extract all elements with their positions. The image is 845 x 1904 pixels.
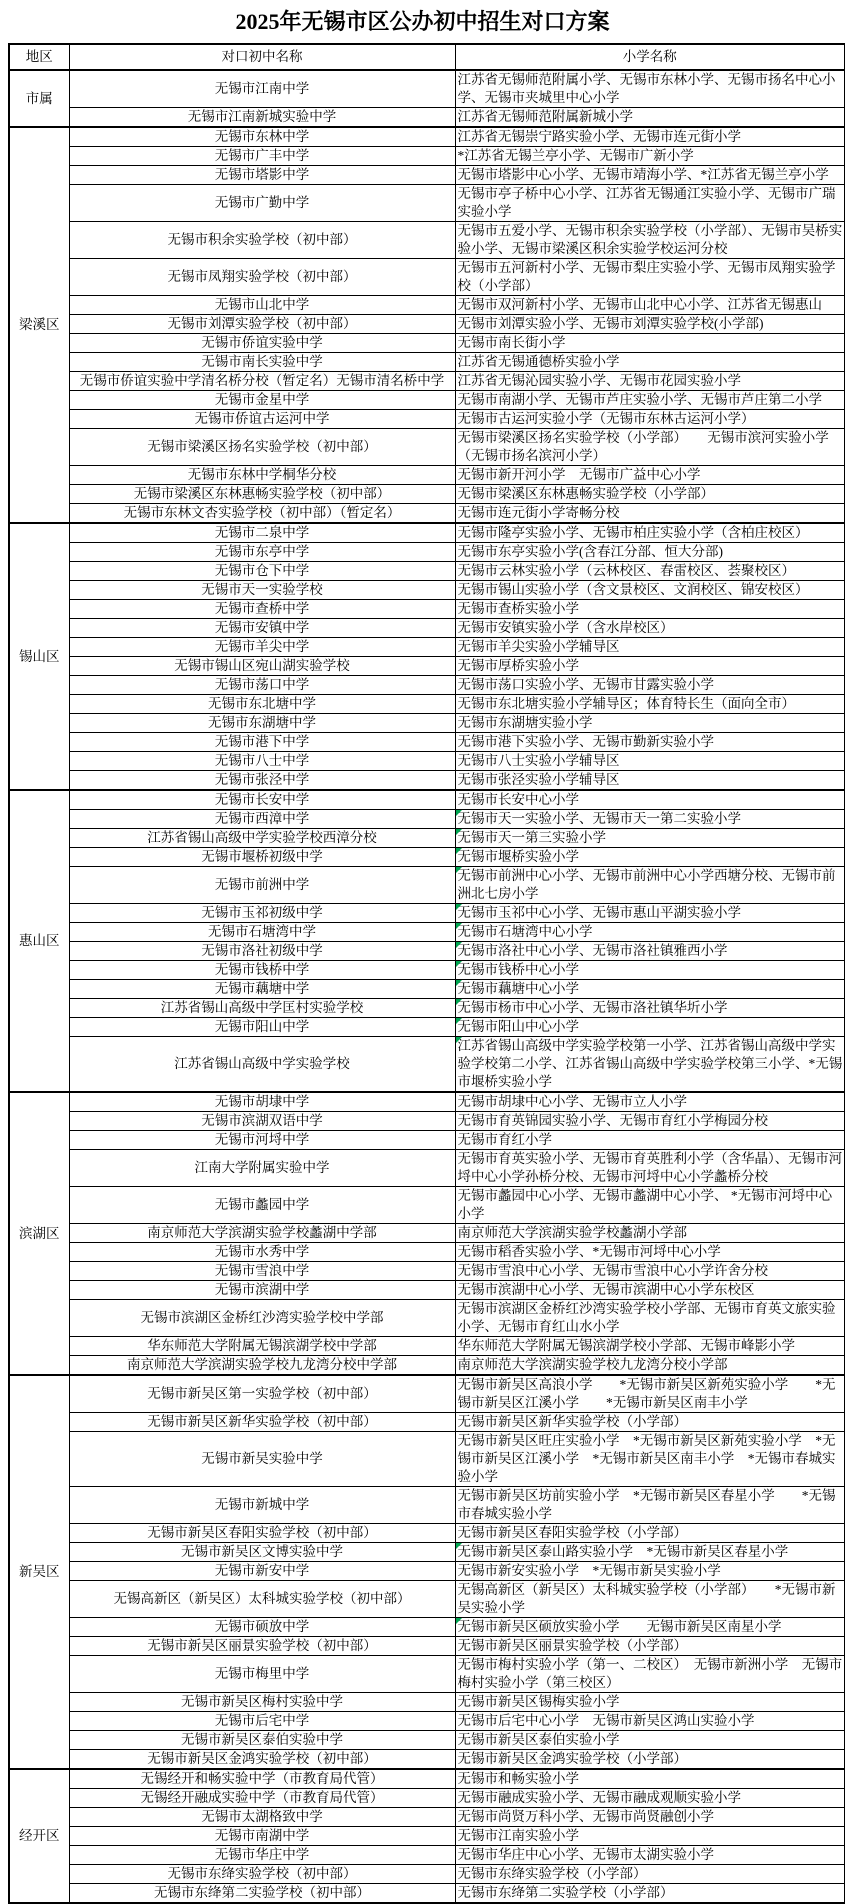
middle-school-cell: 无锡市东林中学 <box>69 127 455 147</box>
comment-marker-icon <box>456 1618 462 1624</box>
page-title: 2025年无锡市区公办初中招生对口方案 <box>235 9 610 34</box>
primary-school-cell: 无锡市育英锦园实验小学、无锡市育红小学梅园分校 <box>455 1112 845 1131</box>
middle-school-cell: 无锡市长安中学 <box>69 790 455 810</box>
primary-school-cell: 无锡市玉祁中心小学、无锡市惠山平湖实验小学 <box>455 904 845 923</box>
district-cell: 市属 <box>9 70 69 127</box>
primary-school-cell: 无锡市阳山中心小学 <box>455 1018 845 1037</box>
district-cell: 惠山区 <box>9 790 69 1092</box>
primary-school-cell: 江苏省锡山高级中学实验学校第一小学、江苏省锡山高级中学实验学校第二小学、江苏省锡山高级中学实验学校第三小学、*无锡市堰桥实验小学 <box>455 1037 845 1093</box>
middle-school-cell: 无锡市锡山区宛山湖实验学校 <box>69 657 455 676</box>
middle-school-cell: 南京师范大学滨湖实验学校九龙湾分校中学部 <box>69 1356 455 1376</box>
middle-school-cell: 无锡市侨谊实验中学 <box>69 334 455 353</box>
table-row <box>9 296 845 315</box>
table-row <box>9 1092 845 1112</box>
table-row <box>9 980 845 999</box>
table-row <box>9 695 845 714</box>
primary-school-cell: 无锡市稻香实验小学、*无锡市河埒中心小学 <box>455 1243 845 1262</box>
primary-school-cell: 无锡市港下实验小学、无锡市勤新实验小学 <box>455 733 845 752</box>
primary-school-cell: 江苏省无锡通德桥实验小学 <box>455 353 845 372</box>
middle-school-cell: 无锡市仓下中学 <box>69 562 455 581</box>
table-row <box>9 562 845 581</box>
table-row <box>9 1487 845 1524</box>
district-cell: 经开区 <box>9 1769 69 1903</box>
table-row <box>9 334 845 353</box>
middle-school-cell: 无锡市凤翔实验学校（初中部） <box>69 259 455 296</box>
primary-school-cell: 无锡市云林实验小学（云林校区、春雷校区、荟聚校区） <box>455 562 845 581</box>
primary-school-cell: 无锡市厚桥实验小学 <box>455 657 845 676</box>
table-row <box>9 676 845 695</box>
table-row <box>9 259 845 296</box>
primary-school-cell: 无锡市胡埭中心小学、无锡市立人小学 <box>455 1092 845 1112</box>
primary-school-cell: 无锡市华庄中心小学、无锡市太湖实验小学 <box>455 1846 845 1865</box>
primary-school-cell: 无锡市新吴区金鸿实验学校（小学部） <box>455 1750 845 1770</box>
middle-school-cell: 无锡市侨谊古运河中学 <box>69 410 455 429</box>
comment-marker-icon <box>456 848 462 854</box>
middle-school-cell: 无锡市华庄中学 <box>69 1846 455 1865</box>
table-row <box>9 829 845 848</box>
middle-school-cell: 无锡市后宅中学 <box>69 1712 455 1731</box>
table-row <box>9 923 845 942</box>
comment-marker-icon <box>456 961 462 967</box>
table-row <box>9 391 845 410</box>
table-row <box>9 108 845 128</box>
table-row <box>9 1131 845 1150</box>
middle-school-cell: 无锡市东北塘中学 <box>69 695 455 714</box>
middle-school-cell: 华东师范大学附属无锡滨湖学校中学部 <box>69 1337 455 1356</box>
middle-school-cell: 无锡市南湖中学 <box>69 1827 455 1846</box>
primary-school-cell: 无锡市堰桥实验小学 <box>455 848 845 867</box>
comment-marker-icon <box>456 923 462 929</box>
middle-school-cell: 无锡市新吴区春阳实验学校（初中部） <box>69 1524 455 1543</box>
table-row <box>9 315 845 334</box>
table-row <box>9 1037 845 1093</box>
middle-school-cell: 无锡市新城中学 <box>69 1487 455 1524</box>
primary-school-cell: 无锡市新吴区泰山路实验小学 *无锡市新吴区春星小学 <box>455 1543 845 1562</box>
primary-school-cell: 无锡市隆亭实验小学、无锡市柏庄实验小学（含柏庄校区） <box>455 523 845 543</box>
enrollment-table <box>8 43 845 1904</box>
table-row <box>9 466 845 485</box>
primary-school-cell: 无锡市天一实验小学、无锡市天一第二实验小学 <box>455 810 845 829</box>
table-row <box>9 600 845 619</box>
primary-school-cell: 无锡市后宅中心小学 无锡市新吴区鸿山实验小学 <box>455 1712 845 1731</box>
middle-school-cell: 无锡经开融成实验中学（市教育局代管） <box>69 1789 455 1808</box>
table-row <box>9 942 845 961</box>
middle-school-cell: 无锡市荡口中学 <box>69 676 455 695</box>
middle-school-cell: 无锡市广勤中学 <box>69 185 455 222</box>
comment-marker-icon <box>456 1037 462 1043</box>
table-row <box>9 638 845 657</box>
primary-school-cell: 江苏省无锡沁园实验小学、无锡市花园实验小学 <box>455 372 845 391</box>
middle-school-cell: 无锡市硕放中学 <box>69 1618 455 1637</box>
primary-school-cell: 无锡市前洲中心小学、无锡市前洲中心小学西塘分校、无锡市前洲北七房小学 <box>455 867 845 904</box>
middle-school-cell: 无锡市广丰中学 <box>69 147 455 166</box>
primary-school-cell: 南京师范大学滨湖实验学校九龙湾分校小学部 <box>455 1356 845 1376</box>
table-header-row <box>9 44 845 70</box>
middle-school-cell: 无锡市东绛第二实验学校（初中部） <box>69 1884 455 1904</box>
middle-school-cell: 无锡市羊尖中学 <box>69 638 455 657</box>
comment-marker-icon <box>456 999 462 1005</box>
middle-school-cell: 无锡市梁溪区东林惠畅实验学校（初中部） <box>69 485 455 504</box>
table-row <box>9 1618 845 1637</box>
primary-school-cell: 无锡市新吴区春阳实验学校（小学部） <box>455 1524 845 1543</box>
middle-school-cell: 无锡市侨谊实验中学清名桥分校（暂定名）无锡市清名桥中学 <box>69 372 455 391</box>
table-row <box>9 70 845 108</box>
comment-marker-icon <box>456 810 462 816</box>
primary-school-cell: 无锡市杨市中心小学、无锡市洛社镇华圻小学 <box>455 999 845 1018</box>
middle-school-cell: 无锡市新吴实验中学 <box>69 1432 455 1487</box>
table-row <box>9 752 845 771</box>
comment-marker-icon <box>456 904 462 910</box>
middle-school-cell: 江南大学附属实验中学 <box>69 1150 455 1187</box>
primary-school-cell: 无锡市藕塘中心小学 <box>455 980 845 999</box>
primary-school-cell: 无锡市八士实验小学辅导区 <box>455 752 845 771</box>
middle-school-cell: 无锡市阳山中学 <box>69 1018 455 1037</box>
table-row <box>9 1300 845 1337</box>
middle-school-cell: 无锡市东绛实验学校（初中部） <box>69 1865 455 1884</box>
primary-school-cell: 无锡市江南实验小学 <box>455 1827 845 1846</box>
table-row <box>9 429 845 466</box>
table-row <box>9 1865 845 1884</box>
header-middle-school: 对口初中名称 <box>69 44 455 70</box>
table-row <box>9 1281 845 1300</box>
table-row <box>9 961 845 980</box>
table-row <box>9 1712 845 1731</box>
table-row <box>9 1693 845 1712</box>
table-row <box>9 1656 845 1693</box>
primary-school-cell: 无锡市东绛第二实验学校（小学部） <box>455 1884 845 1904</box>
primary-school-cell: 无锡市东北塘实验小学辅导区；体育特长生（面向全市） <box>455 695 845 714</box>
table-row <box>9 1827 845 1846</box>
primary-school-cell: 江苏省无锡崇宁路实验小学、无锡市连元街小学 <box>455 127 845 147</box>
table-row <box>9 790 845 810</box>
middle-school-cell: 无锡市安镇中学 <box>69 619 455 638</box>
primary-school-cell: 无锡市刘潭实验小学、无锡市刘潭实验学校(小学部) <box>455 315 845 334</box>
primary-school-cell: 无锡市南湖小学、无锡市芦庄实验小学、无锡市芦庄第二小学 <box>455 391 845 410</box>
middle-school-cell: 无锡市塔影中学 <box>69 166 455 185</box>
table-row <box>9 166 845 185</box>
table-row <box>9 1789 845 1808</box>
middle-school-cell: 无锡市张泾中学 <box>69 771 455 791</box>
middle-school-cell: 无锡市江南新城实验中学 <box>69 108 455 128</box>
table-row <box>9 1808 845 1827</box>
middle-school-cell: 无锡市东湖塘中学 <box>69 714 455 733</box>
middle-school-cell: 无锡市新吴区金鸿实验学校（初中部） <box>69 1750 455 1770</box>
table-row <box>9 810 845 829</box>
primary-school-cell: 无锡市新吴区坊前实验小学 *无锡市新吴区春星小学 *无锡市春城实验小学 <box>455 1487 845 1524</box>
middle-school-cell: 无锡市新吴区文博实验中学 <box>69 1543 455 1562</box>
middle-school-cell: 无锡市天一实验学校 <box>69 581 455 600</box>
middle-school-cell: 无锡市新安中学 <box>69 1562 455 1581</box>
primary-school-cell: 无锡市查桥实验小学 <box>455 600 845 619</box>
primary-school-cell: 无锡市安镇实验小学（含水岸校区） <box>455 619 845 638</box>
table-row <box>9 504 845 524</box>
primary-school-cell: 无锡市南长街小学 <box>455 334 845 353</box>
comment-marker-icon <box>456 1543 462 1549</box>
middle-school-cell: 无锡市前洲中学 <box>69 867 455 904</box>
primary-school-cell: 无锡市滨湖区金桥红沙湾实验学校小学部、无锡市育英文旅实验小学、无锡市育红山水小学 <box>455 1300 845 1337</box>
table-row <box>9 1224 845 1243</box>
table-body <box>9 70 845 1903</box>
table-row <box>9 1524 845 1543</box>
primary-school-cell: 无锡市长安中心小学 <box>455 790 845 810</box>
primary-school-cell: 无锡市新安实验小学 *无锡市新吴实验小学 <box>455 1562 845 1581</box>
middle-school-cell: 无锡市石塘湾中学 <box>69 923 455 942</box>
district-cell: 滨湖区 <box>9 1092 69 1375</box>
middle-school-cell: 无锡市新吴区丽景实验学校（初中部） <box>69 1637 455 1656</box>
middle-school-cell: 无锡市胡埭中学 <box>69 1092 455 1112</box>
middle-school-cell: 无锡市金星中学 <box>69 391 455 410</box>
middle-school-cell: 无锡经开和畅实验中学（市教育局代管） <box>69 1769 455 1789</box>
table-row <box>9 1731 845 1750</box>
table-row <box>9 733 845 752</box>
table-row <box>9 523 845 543</box>
middle-school-cell: 无锡市梅里中学 <box>69 1656 455 1693</box>
primary-school-cell: 无锡市雪浪中心小学、无锡市雪浪中心小学许舍分校 <box>455 1262 845 1281</box>
table-row <box>9 999 845 1018</box>
middle-school-cell: 无锡市新吴区泰伯实验中学 <box>69 1731 455 1750</box>
primary-school-cell: 无锡市羊尖实验小学辅导区 <box>455 638 845 657</box>
middle-school-cell: 江苏省锡山高级中学匡村实验学校 <box>69 999 455 1018</box>
middle-school-cell: 无锡市水秀中学 <box>69 1243 455 1262</box>
primary-school-cell: 无锡市新吴区旺庄实验小学 *无锡市新吴区新苑实验小学 *无锡市新吴区江溪小学 *无锡市新吴区南丰小学 *无锡市春城实验小学 <box>455 1432 845 1487</box>
primary-school-cell: *江苏省无锡兰亭小学、无锡市广新小学 <box>455 147 845 166</box>
primary-school-cell: 无锡市新吴区丽景实验学校（小学部） <box>455 1637 845 1656</box>
middle-school-cell: 无锡市山北中学 <box>69 296 455 315</box>
comment-marker-icon <box>456 1018 462 1024</box>
middle-school-cell: 无锡市东林文杏实验学校（初中部）（暂定名） <box>69 504 455 524</box>
comment-marker-icon <box>456 829 462 835</box>
primary-school-cell: 无锡市融成实验小学、无锡市融成观顺实验小学 <box>455 1789 845 1808</box>
middle-school-cell: 无锡市新吴区新华实验学校（初中部） <box>69 1413 455 1432</box>
table-row <box>9 714 845 733</box>
middle-school-cell: 无锡市积余实验学校（初中部） <box>69 222 455 259</box>
primary-school-cell: 无锡市新吴区新华实验学校（小学部） <box>455 1413 845 1432</box>
table-row <box>9 1243 845 1262</box>
table-row <box>9 1769 845 1789</box>
middle-school-cell: 无锡市东林中学桐华分校 <box>69 466 455 485</box>
middle-school-cell: 江苏省锡山高级中学实验学校西漳分校 <box>69 829 455 848</box>
table-row <box>9 657 845 676</box>
district-cell: 梁溪区 <box>9 127 69 523</box>
middle-school-cell: 无锡市太湖格致中学 <box>69 1808 455 1827</box>
table-row <box>9 848 845 867</box>
primary-school-cell: 无锡市钱桥中心小学 <box>455 961 845 980</box>
middle-school-cell: 无锡市新吴区梅村实验中学 <box>69 1693 455 1712</box>
middle-school-cell: 无锡市西漳中学 <box>69 810 455 829</box>
primary-school-cell: 无锡市梁溪区扬名实验学校（小学部） 无锡市滨河实验小学（无锡市扬名滨河小学） <box>455 429 845 466</box>
table-row <box>9 147 845 166</box>
primary-school-cell: 无锡市古运河实验小学（无锡市东林古运河小学） <box>455 410 845 429</box>
table-row <box>9 222 845 259</box>
primary-school-cell: 无锡市天一第三实验小学 <box>455 829 845 848</box>
table-row <box>9 1413 845 1432</box>
middle-school-cell: 无锡市刘潭实验学校（初中部） <box>69 315 455 334</box>
primary-school-cell: 华东师范大学附属无锡滨湖学校小学部、无锡市峰影小学 <box>455 1337 845 1356</box>
table-row <box>9 581 845 600</box>
primary-school-cell: 无锡市尚贤万科小学、无锡市尚贤融创小学 <box>455 1808 845 1827</box>
table-row <box>9 619 845 638</box>
header-primary-school: 小学名称 <box>455 44 845 70</box>
middle-school-cell: 无锡市港下中学 <box>69 733 455 752</box>
comment-marker-icon <box>456 980 462 986</box>
middle-school-cell: 无锡市滨湖中学 <box>69 1281 455 1300</box>
middle-school-cell: 南京师范大学滨湖实验学校蠡湖中学部 <box>69 1224 455 1243</box>
primary-school-cell: 无锡市荡口实验小学、无锡市甘露实验小学 <box>455 676 845 695</box>
table-row <box>9 867 845 904</box>
table-row <box>9 771 845 791</box>
district-cell: 锡山区 <box>9 523 69 790</box>
primary-school-cell: 无锡高新区（新吴区）太科城实验学校（小学部） *无锡市新吴实验小学 <box>455 1581 845 1618</box>
table-row <box>9 1356 845 1376</box>
header-district: 地区 <box>9 44 69 70</box>
primary-school-cell: 无锡市梅村实验小学（第一、二校区） 无锡市新洲小学 无锡市梅村实验小学（第三校区） <box>455 1656 845 1693</box>
primary-school-cell: 无锡市育红小学 <box>455 1131 845 1150</box>
primary-school-cell: 无锡市新吴区泰伯实验小学 <box>455 1731 845 1750</box>
primary-school-cell: 无锡市张泾实验小学辅导区 <box>455 771 845 791</box>
primary-school-cell: 无锡市东湖塘实验小学 <box>455 714 845 733</box>
middle-school-cell: 无锡市南长实验中学 <box>69 353 455 372</box>
middle-school-cell: 无锡市河埒中学 <box>69 1131 455 1150</box>
middle-school-cell: 无锡市雪浪中学 <box>69 1262 455 1281</box>
primary-school-cell: 无锡市东亭实验小学(含春江分部、恒大分部) <box>455 543 845 562</box>
middle-school-cell: 无锡市新吴区第一实验学校（初中部） <box>69 1375 455 1413</box>
table-row <box>9 1337 845 1356</box>
primary-school-cell: 无锡市东绛实验学校（小学部） <box>455 1865 845 1884</box>
primary-school-cell: 无锡市滨湖中心小学、无锡市滨湖中心小学东校区 <box>455 1281 845 1300</box>
primary-school-cell: 无锡市亭子桥中心小学、江苏省无锡通江实验小学、无锡市广瑞实验小学 <box>455 185 845 222</box>
table-row <box>9 372 845 391</box>
table-row <box>9 1562 845 1581</box>
primary-school-cell: 无锡市蠡园中心小学、无锡市蠡湖中心小学、 *无锡市河埒中心小学 <box>455 1187 845 1224</box>
primary-school-cell: 无锡市新吴区硕放实验小学 无锡市新吴区南星小学 <box>455 1618 845 1637</box>
primary-school-cell: 江苏省无锡师范附属新城小学 <box>455 108 845 128</box>
table-row <box>9 543 845 562</box>
middle-school-cell: 无锡市滨湖双语中学 <box>69 1112 455 1131</box>
middle-school-cell: 无锡市查桥中学 <box>69 600 455 619</box>
primary-school-cell: 无锡市五河新村小学、无锡市梨庄实验小学、无锡市凤翔实验学校（小学部） <box>455 259 845 296</box>
primary-school-cell: 无锡市育英实验小学、无锡市育英胜利小学（含华晶）、无锡市河埒中心小学孙桥分校、无锡市河埒中心小学蠡桥分校 <box>455 1150 845 1187</box>
middle-school-cell: 无锡市洛社初级中学 <box>69 942 455 961</box>
primary-school-cell: 南京师范大学滨湖实验学校蠡湖小学部 <box>455 1224 845 1243</box>
table-row <box>9 1187 845 1224</box>
primary-school-cell: 无锡市锡山实验小学（含文景校区、文润校区、锦安校区） <box>455 581 845 600</box>
table-row <box>9 1884 845 1904</box>
middle-school-cell: 无锡市二泉中学 <box>69 523 455 543</box>
primary-school-cell: 无锡市新吴区锡梅实验小学 <box>455 1693 845 1712</box>
table-row <box>9 1375 845 1413</box>
primary-school-cell: 无锡市新开河小学 无锡市广益中心小学 <box>455 466 845 485</box>
primary-school-cell: 无锡市塔影中心小学、无锡市靖海小学、*江苏省无锡兰亭小学 <box>455 166 845 185</box>
table-row <box>9 410 845 429</box>
table-row <box>9 185 845 222</box>
primary-school-cell: 无锡市石塘湾中心小学 <box>455 923 845 942</box>
primary-school-cell: 无锡市洛社中心小学、无锡市洛社镇雅西小学 <box>455 942 845 961</box>
middle-school-cell: 无锡市八士中学 <box>69 752 455 771</box>
primary-school-cell: 无锡市和畅实验小学 <box>455 1769 845 1789</box>
table-row <box>9 1846 845 1865</box>
comment-marker-icon <box>456 942 462 948</box>
middle-school-cell: 无锡市堰桥初级中学 <box>69 848 455 867</box>
table-row <box>9 1581 845 1618</box>
table-row <box>9 1112 845 1131</box>
middle-school-cell: 无锡市滨湖区金桥红沙湾实验学校中学部 <box>69 1300 455 1337</box>
middle-school-cell: 无锡市藕塘中学 <box>69 980 455 999</box>
table-row <box>9 1018 845 1037</box>
table-row <box>9 1432 845 1487</box>
table-row <box>9 353 845 372</box>
table-row <box>9 1543 845 1562</box>
primary-school-cell: 无锡市五爱小学、无锡市积余实验学校（小学部）、无锡市吴桥实验小学、无锡市梁溪区积余实验学校运河分校 <box>455 222 845 259</box>
table-row <box>9 1750 845 1770</box>
district-cell: 新吴区 <box>9 1375 69 1769</box>
middle-school-cell: 无锡市玉祁初级中学 <box>69 904 455 923</box>
primary-school-cell: 无锡市新吴区高浪小学 *无锡市新吴区新苑实验小学 *无锡市新吴区江溪小学 *无锡市新吴区南丰小学 <box>455 1375 845 1413</box>
primary-school-cell: 无锡市连元街小学寄畅分校 <box>455 504 845 524</box>
primary-school-cell: 无锡市双河新村小学、无锡市山北中心小学、江苏省无锡惠山 <box>455 296 845 315</box>
middle-school-cell: 无锡市钱桥中学 <box>69 961 455 980</box>
table-row <box>9 1262 845 1281</box>
middle-school-cell: 江苏省锡山高级中学实验学校 <box>69 1037 455 1093</box>
middle-school-cell: 无锡市江南中学 <box>69 70 455 108</box>
table-row <box>9 904 845 923</box>
table-row <box>9 1150 845 1187</box>
table-row <box>9 485 845 504</box>
primary-school-cell: 江苏省无锡师范附属小学、无锡市东林小学、无锡市扬名中心小学、无锡市夹城里中心小学 <box>455 70 845 108</box>
middle-school-cell: 无锡高新区（新吴区）太科城实验学校（初中部） <box>69 1581 455 1618</box>
table-row <box>9 1637 845 1656</box>
middle-school-cell: 无锡市梁溪区扬名实验学校（初中部） <box>69 429 455 466</box>
table-row <box>9 127 845 147</box>
middle-school-cell: 无锡市蠡园中学 <box>69 1187 455 1224</box>
comment-marker-icon <box>456 867 462 873</box>
primary-school-cell: 无锡市梁溪区东林惠畅实验学校（小学部） <box>455 485 845 504</box>
middle-school-cell: 无锡市东亭中学 <box>69 543 455 562</box>
